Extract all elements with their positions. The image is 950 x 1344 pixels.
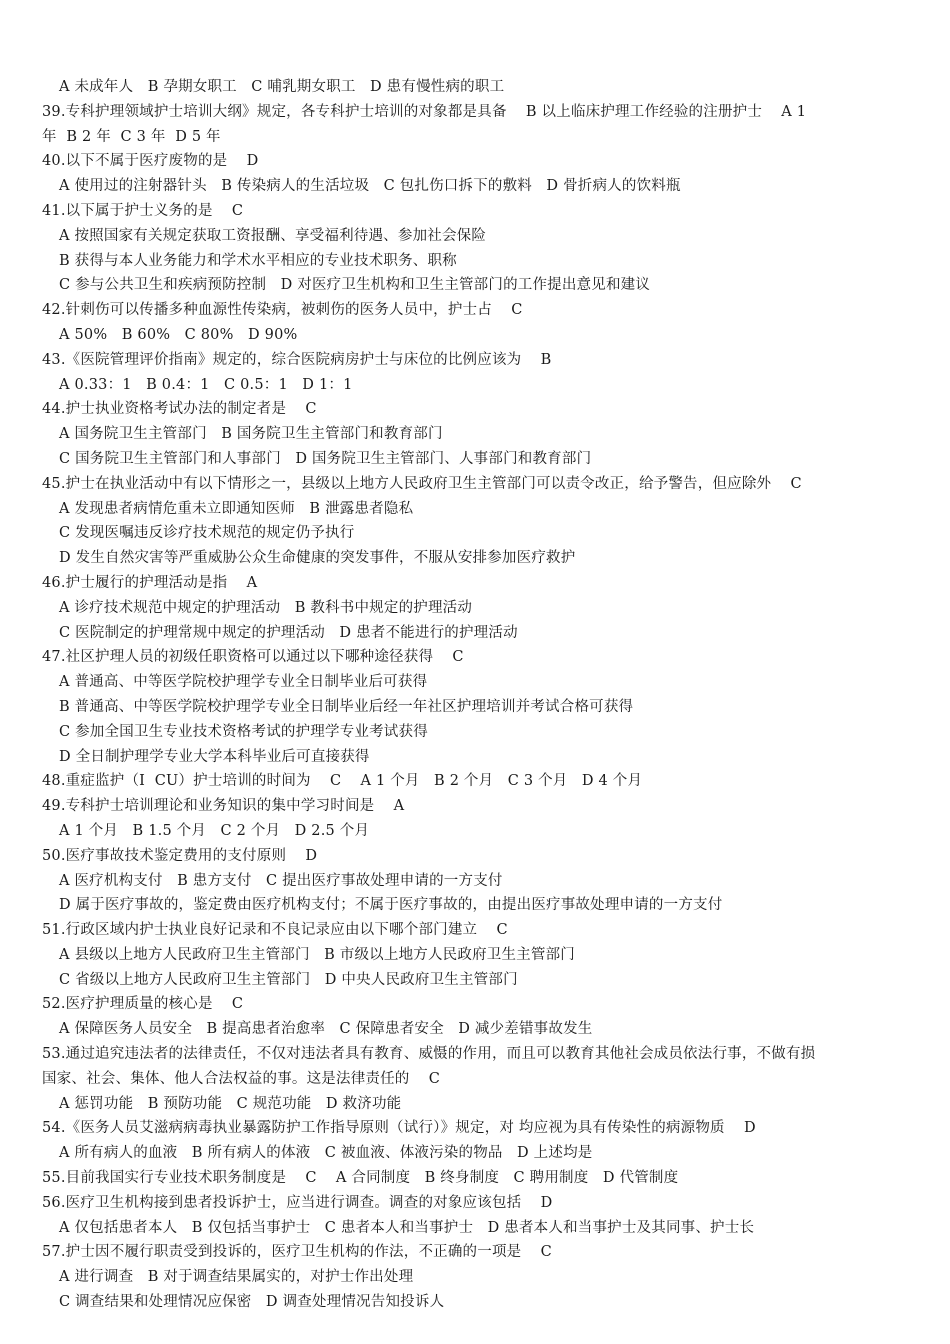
text-line: C 国务院卫生主管部门和人事部门 D 国务院卫生主管部门、人事部门和教育部门 (59, 450, 592, 467)
text-line: 50.医疗事故技术鉴定费用的支付原则 D (42, 847, 318, 864)
text-line: 46.护士履行的护理活动是指 A (42, 574, 258, 591)
text-line: A 医疗机构支付 B 患方支付 C 提出医疗事故处理申请的一方支付 (59, 872, 503, 889)
text-line: A 所有病人的血液 B 所有病人的体液 C 被血液、体液污染的物品 D 上述均是 (59, 1145, 593, 1162)
text-line: A 普通高、中等医学院校护理学专业全日制毕业后可获得 (59, 674, 428, 691)
text-line: 53.通过追究违法者的法律责任，不仅对违法者具有教育、威慑的作用，而且可以教育其他社会成员依法行事，不做有损 (42, 1046, 816, 1063)
text-line: 51.行政区域内护士执业良好记录和不良记录应由以下哪个部门建立 C (42, 922, 508, 939)
text-line: C 医院制定的护理常规中规定的护理活动 D 患者不能进行的护理活动 (59, 624, 518, 641)
text-line: 48.重症监护（I CU）护士培训的时间为 C A 1 个月 B 2 个月 C 3 个月 D 4 个月 (42, 773, 643, 790)
text-line: C 省级以上地方人民政府卫生主管部门 D 中央人民政府卫生主管部门 (59, 971, 518, 988)
text-line: A 50% B 60% C 80% D 90% (59, 326, 298, 343)
text-line: 40.以下不属于医疗废物的是 D (42, 153, 259, 170)
text-line: 55.目前我国实行专业技术职务制度是 C A 合同制度 B 终身制度 C 聘用制度 D 代管制度 (42, 1170, 679, 1187)
text-line: 44.护士执业资格考试办法的制定者是 C (42, 401, 317, 418)
text-line: B 普通高、中等医学院校护理学专业全日制毕业后经一年社区护理培训并考试合格可获得 (59, 698, 634, 715)
text-line: A 按照国家有关规定获取工资报酬、享受福利待遇、参加社会保险 (59, 227, 487, 244)
text-line: C 参与公共卫生和疾病预防控制 D 对医疗卫生机构和卫生主管部门的工作提出意见和建议 (59, 277, 651, 294)
text-line: A 诊疗技术规范中规定的护理活动 B 教科书中规定的护理活动 (59, 599, 473, 616)
text-line: 56.医疗卫生机构接到患者投诉护士，应当进行调查。调查的对象应该包括 D (42, 1194, 553, 1211)
text-line: 41.以下属于护士义务的是 C (42, 202, 244, 219)
text-line: 39.专科护理领域护士培训大纲》规定，各专科护士培训的对象都是具备 B 以上临床护理工作经验的注册护士 A 1 (42, 103, 807, 120)
text-line: 49.专科护士培训理论和业务知识的集中学习时间是 A (42, 798, 405, 815)
text-line: D 发生自然灾害等严重威胁公众生命健康的突发事件，不服从安排参加医疗救护 (59, 550, 576, 567)
text-line: A 进行调查 B 对于调查结果属实的，对护士作出处理 (59, 1269, 414, 1286)
text-line: A 保障医务人员安全 B 提高患者治愈率 C 保障患者安全 D 减少差错事故发生 (59, 1021, 593, 1038)
text-line: A 1 个月 B 1.5 个月 C 2 个月 D 2.5 个月 (59, 822, 370, 839)
text-line: C 调查结果和处理情况应保密 D 调查处理情况告知投诉人 (59, 1294, 445, 1311)
text-line: 国家、社会、集体、他人合法权益的事。这是法律责任的 C (42, 1070, 441, 1087)
text-line: A 国务院卫生主管部门 B 国务院卫生主管部门和教育部门 (59, 426, 443, 443)
text-line: A 仅包括患者本人 B 仅包括当事护士 C 患者本人和当事护士 D 患者本人和当事护士及其同事、护士长 (59, 1219, 755, 1236)
text-line: D 属于医疗事故的，鉴定费由医疗机构支付；不属于医疗事故的，由提出医疗事故处理申请的一方支付 (59, 897, 723, 914)
text-line: C 发现医嘱违反诊疗技术规范的规定仍予执行 (59, 525, 355, 542)
text-line: B 获得与本人业务能力和学术水平相应的专业技术职务、职称 (59, 252, 457, 269)
text-line: A 0.33：1 B 0.4：1 C 0.5：1 D 1：1 (59, 376, 353, 393)
text-line: 57.护士因不履行职责受到投诉的，医疗卫生机构的作法，不正确的一项是 C (42, 1244, 552, 1261)
text-line: 52.医疗护理质量的核心是 C (42, 996, 244, 1013)
text-line: 42.针刺伤可以传播多种血源性传染病，被刺伤的医务人员中，护士占 C (42, 302, 523, 319)
text-line: A 未成年人 B 孕期女职工 C 哺乳期女职工 D 患有慢性病的职工 (59, 79, 505, 95)
text-line: 年 B 2 年 C 3 年 D 5 年 (42, 128, 221, 145)
text-line: A 发现患者病情危重未立即通知医师 B 泄露患者隐私 (59, 500, 414, 517)
text-line: A 使用过的注射器针头 B 传染病人的生活垃圾 C 包扎伤口拆下的敷料 D 骨折病人的饮料瓶 (59, 178, 681, 195)
text-line: A 县级以上地方人民政府卫生主管部门 B 市级以上地方人民政府卫生主管部门 (59, 946, 575, 963)
text-line: 54.《医务人员艾滋病病毒执业暴露防护工作指导原则（试行）》规定，对 均应视为具有传染性的病源物质 D (42, 1120, 756, 1137)
text-line: 45.护士在执业活动中有以下情形之一，县级以上地方人民政府卫生主管部门可以责令改正，给予警告，但应除外 C (42, 475, 802, 492)
text-line: 43.《医院管理评价指南》规定的，综合医院病房护士与床位的比例应该为 B (42, 351, 552, 368)
text-line: 47.社区护理人员的初级任职资格可以通过以下哪种途径获得 C (42, 649, 464, 666)
text-line: A 惩罚功能 B 预防功能 C 规范功能 D 救济功能 (59, 1095, 402, 1112)
text-line: D 全日制护理学专业大学本科毕业后可直接获得 (59, 748, 370, 765)
text-line: C 参加全国卫生专业技术资格考试的护理学专业考试获得 (59, 723, 428, 740)
